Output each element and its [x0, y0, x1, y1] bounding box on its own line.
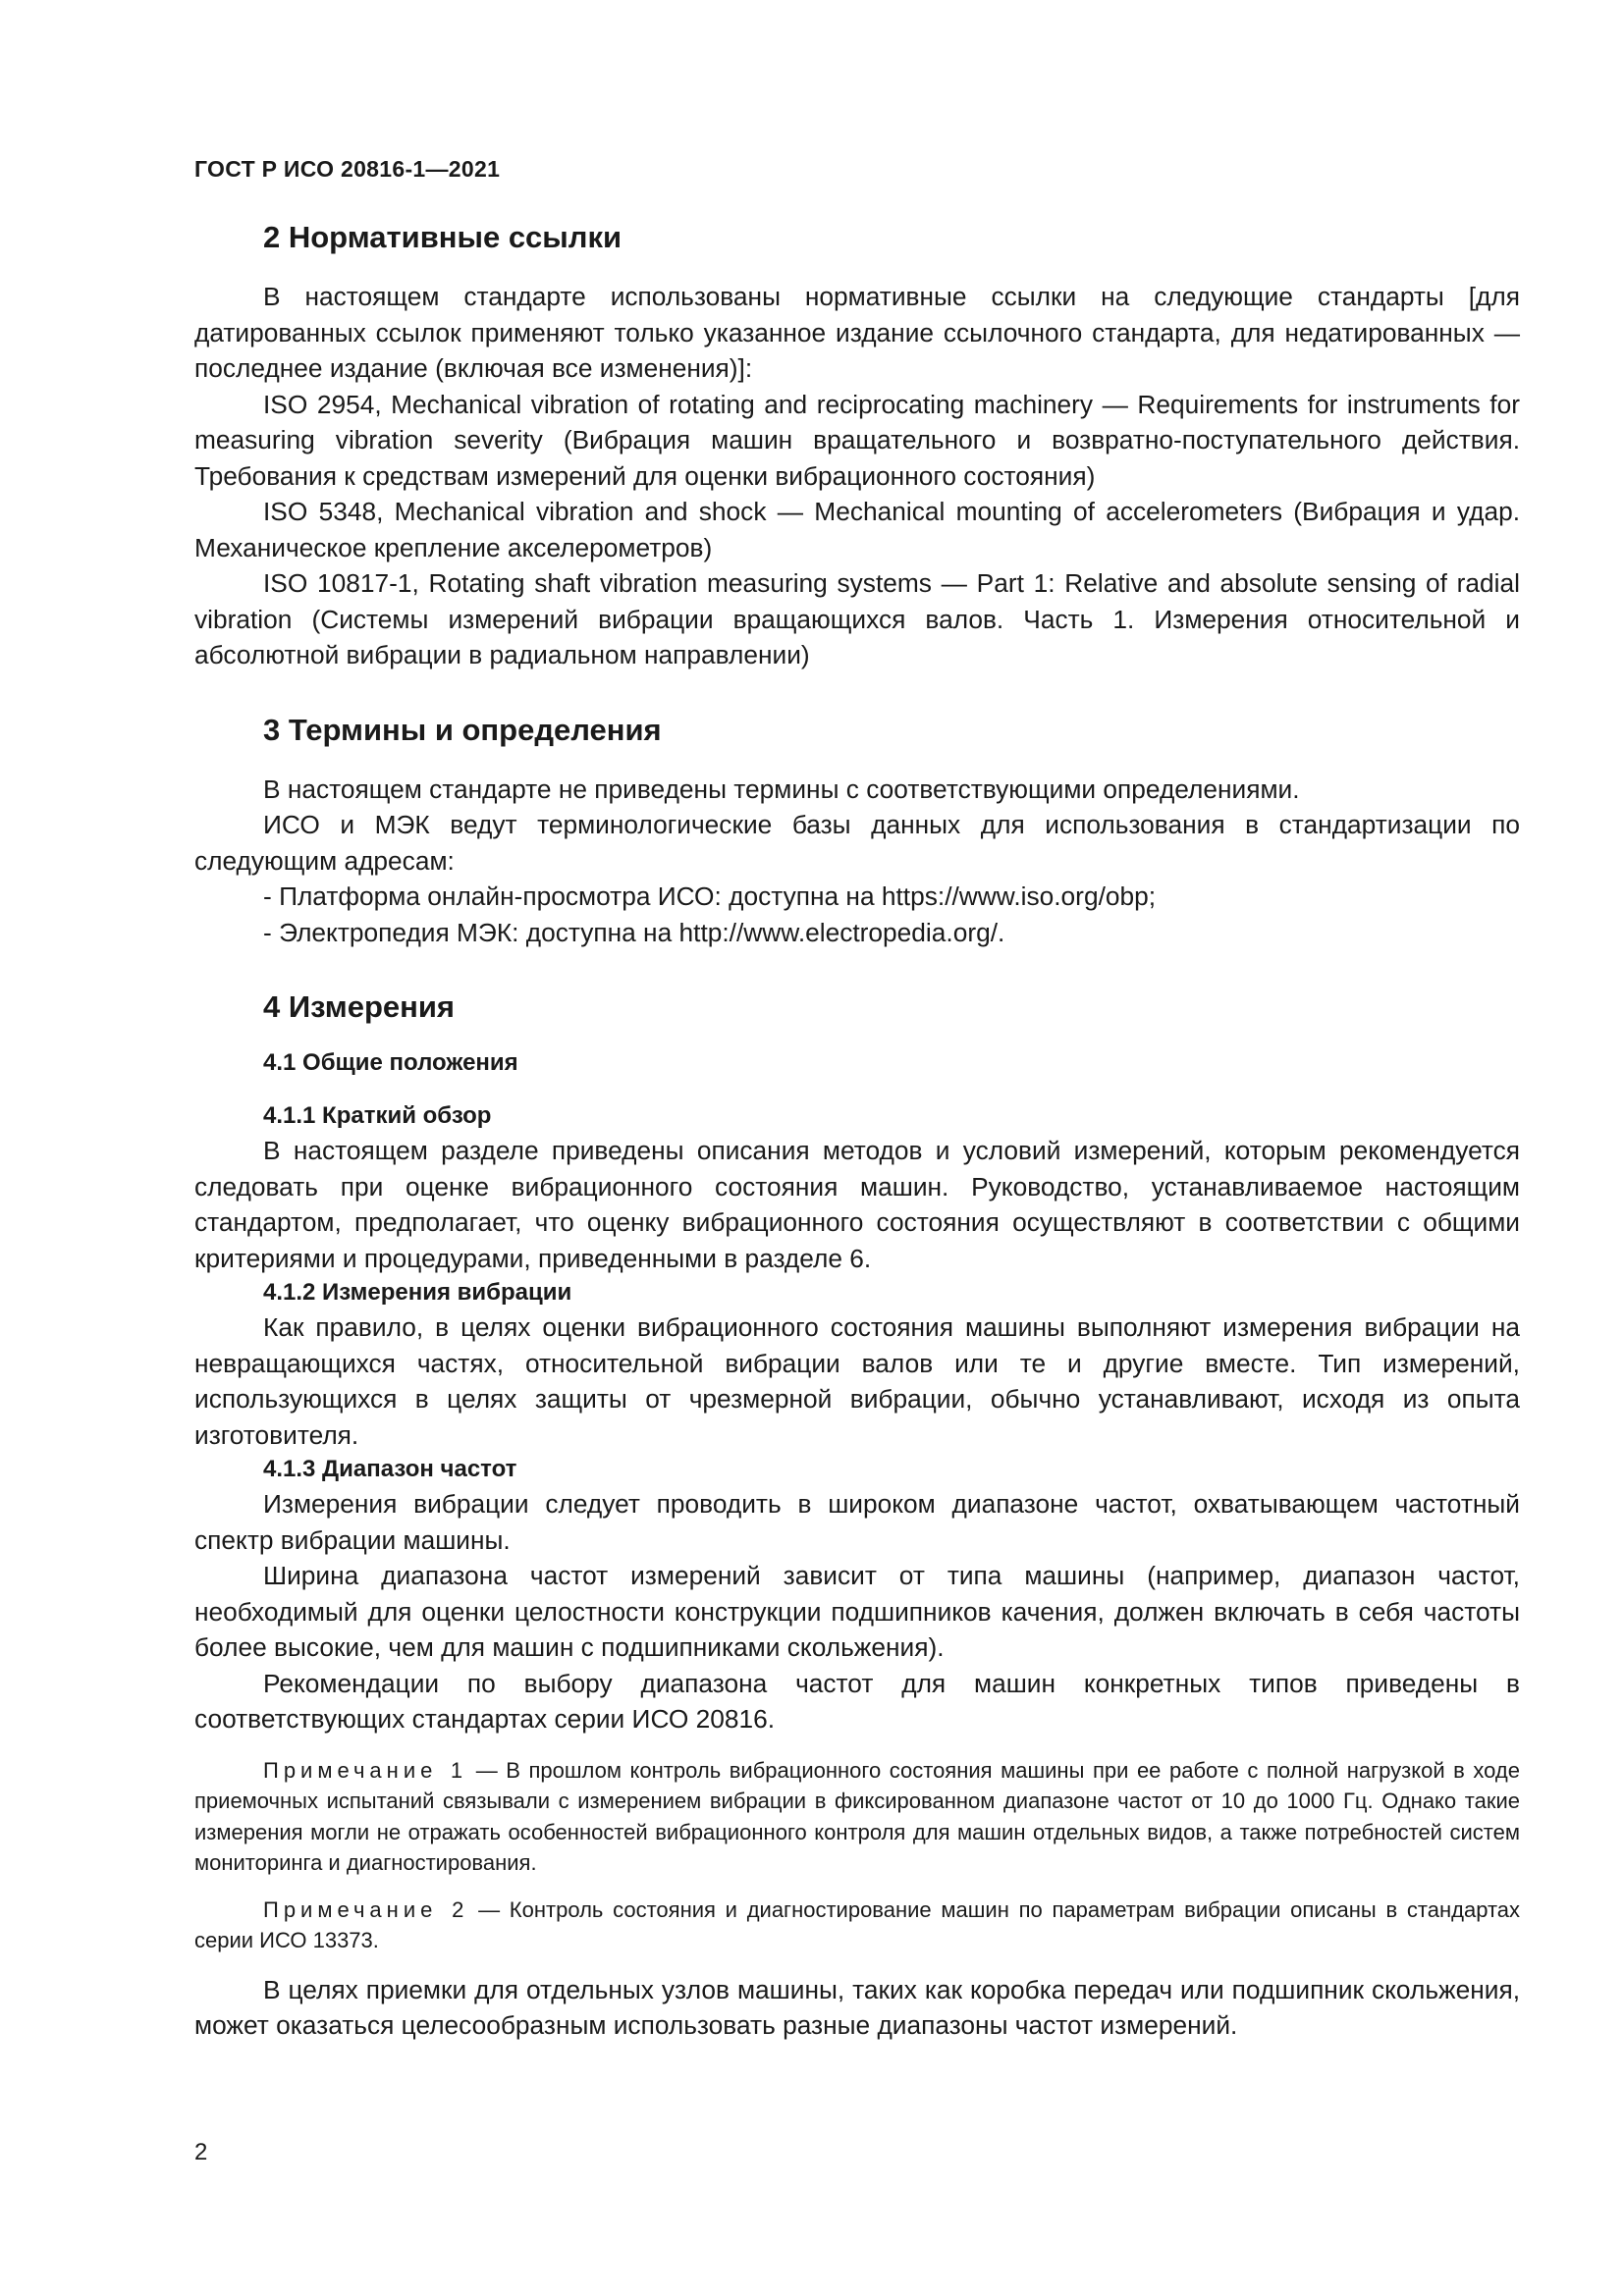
note-2-text: — Контроль состояния и диагностирование машин по параметрам вибрации описаны в стандартах серии ИСО 13373.: [194, 1896, 1521, 1952]
section-2-title: 2 Нормативные ссылки: [263, 220, 623, 254]
note-2: [194, 1895, 1520, 1956]
section-4-title: 4 Измерения: [263, 989, 455, 1024]
section-3-paragraph-1: В настоящем стандарте не приведены термины с соответствующими определениями.: [263, 774, 1300, 804]
section-3-paragraph-2: ИСО и МЭК ведут терминологические базы данных для использования в стандартизации по следующим адресам:: [194, 810, 1520, 876]
page-content: [194, 137, 1520, 2044]
subsection-4-1-1-text: В настоящем разделе приведены описания методов и условий измерений, которым рекомендуется следовать при оценке вибрационного состояния машин. Руководство, устанавливаемое настоящим стандартом, предполагает, что оценку вибрационного состояния осуществляют в соответствии с общими критериями и процедурами, приведенными в разделе 6.: [194, 1136, 1520, 1273]
note-2-label: Примечание 2: [263, 1896, 469, 1922]
list-item-electropedia: - Электропедия МЭК: доступна на http://www.electropedia.org/.: [263, 917, 1005, 947]
subsection-4-1-3-paragraph-2: Ширина диапазона частот измерений зависит от типа машины (например, диапазон частот, необходимый для оценки целостности конструкции подшипников качения, должен включать в себя частоты более высокие, чем для машин с подшипниками скольжения).: [194, 1561, 1520, 1662]
subsection-4-1-title: 4.1 Общие положения: [263, 1049, 518, 1076]
subsection-4-1-1-title: 4.1.1 Краткий обзор: [263, 1102, 492, 1129]
note-1: [194, 1755, 1520, 1879]
document-header: ГОСТ Р ИСО 20816-1—2021: [194, 156, 501, 182]
list-item-iso-obp: - Платформа онлайн-просмотра ИСО: доступна на https://www.iso.org/obp;: [263, 881, 1157, 911]
section-3-title: 3 Термины и определения: [263, 712, 662, 747]
reference-iso-10817-1: ISO 10817-1, Rotating shaft vibration measuring systems — Part 1: Relative and absolute sensing of radial vibration (Системы измерений вибрации вращающихся валов. Часть 1. Измерения относительной и абсолютной вибрации в радиальном направлении): [194, 568, 1520, 669]
subsection-4-1-3-paragraph-4: В целях приемки для отдельных узлов машины, таких как коробка передач или подшипник скольжения, может оказаться целесообразным использовать разные диапазоны частот измерений.: [194, 1974, 1520, 2040]
note-1-label: Примечание 1: [263, 1757, 468, 1783]
page-number: 2: [194, 2139, 208, 2165]
subsection-4-1-3-paragraph-1: Измерения вибрации следует проводить в широком диапазоне частот, охватывающем частотный спектр вибрации машины.: [194, 1489, 1520, 1555]
subsection-4-1-3-paragraph-3: Рекомендации по выбору диапазона частот для машин конкретных типов приведены в соответствующих стандартах серии ИСО 20816.: [194, 1668, 1520, 1734]
section-2-intro: В настоящем стандарте использованы нормативные ссылки на следующие стандарты [для датированных ссылок применяют только указанное издание ссылочного стандарта, для недатированных — последнее издание (включая все изменения)]:: [194, 282, 1520, 383]
reference-iso-5348: ISO 5348, Mechanical vibration and shock — Mechanical mounting of accelerometers (Вибрация и удар. Механическое крепление акселерометров): [194, 497, 1520, 562]
subsection-4-1-2-text: Как правило, в целях оценки вибрационного состояния машины выполняют измерения вибрации на невращающихся частях, относительной вибрации валов или те и другие вместе. Тип измерений, использующихся в целях защиты от чрезмерной вибрации, обычно устанавливают, исходя из опыта изготовителя.: [194, 1312, 1520, 1450]
reference-iso-2954: ISO 2954, Mechanical vibration of rotating and reciprocating machinery — Requirements for instruments for measuring vibration severity (Вибрация машин вращательного и возвратно-поступательного действия. Требования к средствам измерений для оценки вибрационного состояния): [194, 389, 1520, 491]
subsection-4-1-3-title: 4.1.3 Диапазон частот: [263, 1456, 517, 1482]
subsection-4-1-2-title: 4.1.2 Измерения вибрации: [263, 1279, 572, 1306]
note-1-text: — В прошлом контроль вибрационного состояния машины при ее работе с полной нагрузкой в ходе приемочных испытаний связывали с измерением вибрации в фиксированном диапазоне частот от 10 до 1000 Гц. Однако такие измерения могли не отражать особенностей вибрационного контроля для машин отдельных видов, а также потребностей систем мониторинга и диагностирования.: [194, 1757, 1520, 1875]
